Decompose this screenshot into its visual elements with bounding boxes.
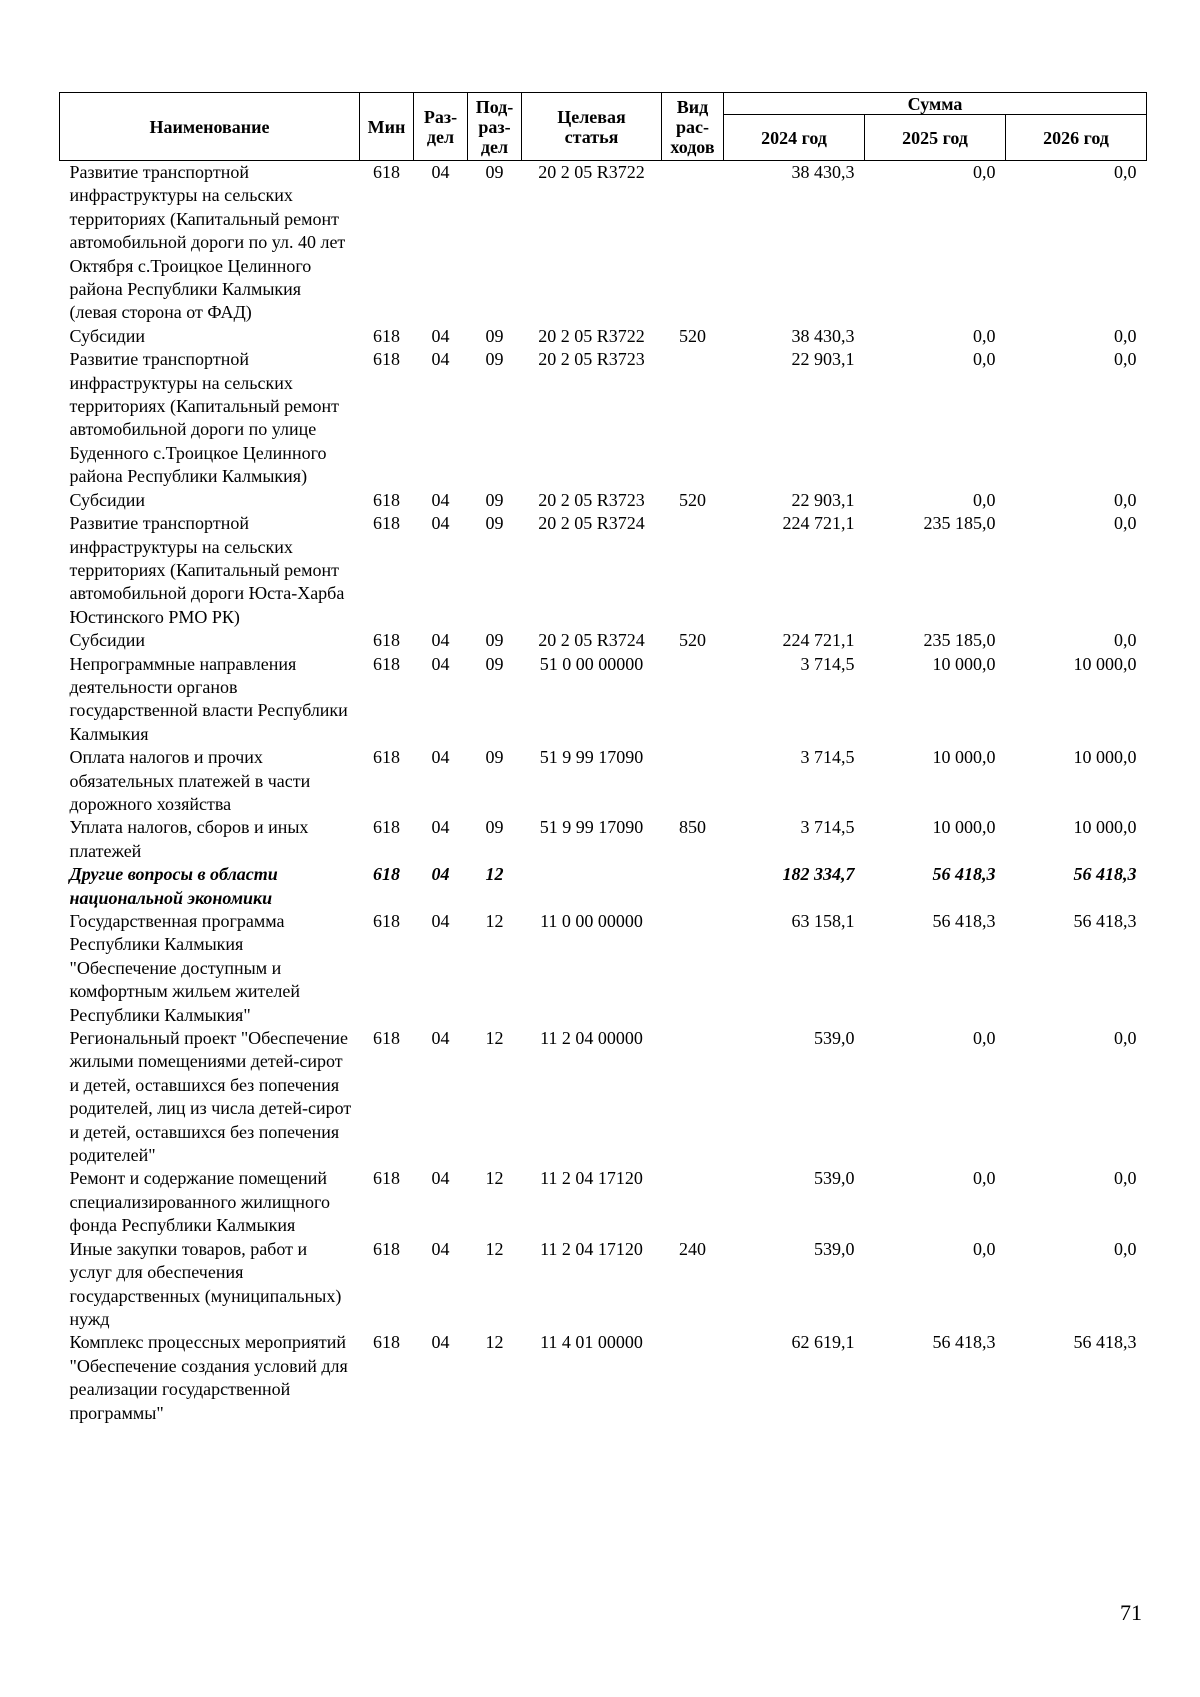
- cell-amount-2025: 10 000,0: [932, 747, 996, 768]
- header-summa: Сумма: [724, 93, 1147, 115]
- cell-vid-rashodov: [662, 746, 724, 816]
- cell-amount-2026: 56 418,3: [1073, 864, 1137, 885]
- cell-razdel: 04: [431, 747, 450, 768]
- cell-min: 618: [373, 162, 400, 182]
- cell-celevaya-statya: 11 2 04 17120: [540, 1238, 643, 1259]
- cell-amount-2024: 3 714,5: [800, 653, 855, 674]
- cell-name: Развитие транспортной инфраструктуры на сельских территориях (Капитальный ремонт автомобильной дороги по улице Буденного с.Троицкое Целинного района Республики Калмыкия): [69, 349, 339, 487]
- cell-razdel: 04: [431, 1168, 450, 1189]
- cell-min: 618: [373, 864, 400, 885]
- cell-celevaya-statya: 20 2 05 R3722: [538, 325, 645, 346]
- cell-vid-rashodov: [662, 653, 724, 747]
- table-row: [60, 816, 1147, 863]
- header-name: Наименование: [60, 93, 360, 161]
- cell-podrazdel: 12: [485, 1332, 504, 1353]
- table-row: [60, 746, 1147, 816]
- cell-razdel: 04: [431, 1028, 450, 1049]
- budget-table: [59, 92, 1147, 1425]
- header-year-2026: 2026 год: [1006, 115, 1147, 161]
- cell-celevaya-statya: 51 9 99 17090: [539, 747, 644, 768]
- cell-min: 618: [373, 747, 400, 768]
- cell-celevaya-statya: 20 2 05 R3723: [538, 489, 645, 510]
- cell-amount-2026: 10 000,0: [1073, 653, 1137, 674]
- cell-razdel: 04: [431, 1238, 450, 1259]
- cell-razdel: 04: [431, 349, 450, 370]
- cell-vid-rashodov: [662, 1027, 724, 1167]
- cell-vid-rashodov: 520: [679, 489, 706, 510]
- cell-amount-2024: 224 721,1: [782, 630, 855, 651]
- cell-amount-2025: 0,0: [973, 1028, 996, 1049]
- cell-name: Оплата налогов и прочих обязательных платежей в части дорожного хозяйства: [69, 747, 311, 814]
- table-row: [60, 1167, 1147, 1237]
- table-row: [60, 325, 1147, 348]
- cell-podrazdel: 09: [485, 162, 504, 182]
- cell-razdel: 04: [431, 911, 450, 931]
- cell-amount-2026: 0,0: [1114, 1238, 1137, 1259]
- cell-name: Региональный проект "Обеспечение жилыми помещениями детей-сирот и детей, оставшихся без попечения родителей, лиц из числа детей-сирот и детей, оставшихся без попечения родителей": [69, 1028, 352, 1166]
- cell-podrazdel: 09: [485, 349, 504, 370]
- cell-razdel: 04: [431, 653, 450, 674]
- cell-name: Ремонт и содержание помещений специализированного жилищного фонда Республики Калмыкия: [69, 1168, 330, 1236]
- cell-podrazdel: 09: [485, 513, 504, 534]
- cell-min: 618: [373, 817, 400, 838]
- cell-name: Комплекс процессных мероприятий "Обеспечение создания условий для реализации государственной программы": [69, 1332, 348, 1423]
- cell-razdel: 04: [431, 162, 450, 182]
- cell-min: 618: [373, 489, 400, 510]
- cell-podrazdel: 09: [485, 489, 504, 510]
- cell-name: Субсидии: [69, 325, 146, 346]
- table-row: [60, 1331, 1147, 1425]
- cell-razdel: 04: [431, 630, 450, 651]
- header-min: Мин: [360, 93, 414, 161]
- cell-podrazdel: 09: [485, 653, 504, 674]
- cell-razdel: 04: [431, 864, 450, 885]
- cell-razdel: 04: [431, 325, 450, 346]
- cell-amount-2024: 539,0: [814, 1028, 855, 1049]
- cell-amount-2024: 539,0: [814, 1168, 855, 1189]
- cell-vid-rashodov: [662, 512, 724, 629]
- cell-amount-2025: 56 418,3: [932, 1332, 996, 1353]
- cell-amount-2026: 0,0: [1114, 1168, 1137, 1189]
- cell-vid-rashodov: [662, 910, 724, 1027]
- cell-amount-2026: 56 418,3: [1073, 911, 1137, 931]
- cell-amount-2026: 0,0: [1114, 162, 1137, 182]
- table-body: [60, 161, 1147, 1425]
- cell-vid-rashodov: [662, 1167, 724, 1237]
- cell-amount-2026: 0,0: [1114, 1028, 1137, 1049]
- cell-amount-2026: 0,0: [1114, 630, 1137, 651]
- cell-amount-2024: 182 334,7: [782, 864, 855, 885]
- cell-amount-2024: 63 158,1: [791, 911, 855, 931]
- cell-celevaya-statya: 11 0 00 00000: [540, 911, 643, 931]
- cell-vid-rashodov: 850: [679, 817, 706, 838]
- cell-celevaya-statya: 11 2 04 17120: [540, 1168, 643, 1189]
- table-row: [60, 161, 1147, 325]
- cell-amount-2025: 0,0: [973, 349, 996, 370]
- table-row: [60, 910, 1147, 1027]
- cell-amount-2026: 10 000,0: [1073, 747, 1137, 768]
- cell-celevaya-statya: 11 4 01 00000: [540, 1332, 643, 1353]
- cell-amount-2025: 10 000,0: [932, 653, 996, 674]
- cell-podrazdel: 09: [485, 817, 504, 838]
- cell-min: 618: [373, 1028, 400, 1049]
- cell-razdel: 04: [431, 513, 450, 534]
- cell-amount-2025: 10 000,0: [932, 817, 996, 838]
- table-row: [60, 863, 1147, 910]
- cell-celevaya-statya: 20 2 05 R3722: [538, 162, 645, 182]
- cell-min: 618: [373, 1238, 400, 1259]
- table-header: [60, 93, 1147, 161]
- cell-vid-rashodov: 520: [679, 325, 706, 346]
- cell-razdel: 04: [431, 489, 450, 510]
- cell-amount-2026: 0,0: [1114, 513, 1137, 534]
- cell-amount-2025: 235 185,0: [923, 513, 996, 534]
- cell-min: 618: [373, 349, 400, 370]
- cell-name: Субсидии: [69, 489, 146, 510]
- cell-name: Другие вопросы в области национальной экономики: [69, 864, 278, 908]
- cell-amount-2024: 38 430,3: [791, 325, 855, 346]
- cell-celevaya-statya: 20 2 05 R3723: [538, 349, 645, 370]
- cell-vid-rashodov: 240: [679, 1238, 706, 1259]
- cell-min: 618: [373, 1168, 400, 1189]
- cell-podrazdel: 12: [485, 911, 504, 931]
- cell-celevaya-statya: [522, 863, 662, 910]
- header-podrazdel: Под- раз- дел: [468, 93, 522, 161]
- cell-amount-2024: 3 714,5: [800, 817, 855, 838]
- cell-amount-2026: 10 000,0: [1073, 817, 1137, 838]
- cell-podrazdel: 12: [485, 864, 504, 885]
- cell-razdel: 04: [431, 817, 450, 838]
- cell-amount-2025: 0,0: [973, 1238, 996, 1259]
- cell-podrazdel: 09: [485, 325, 504, 346]
- cell-celevaya-statya: 20 2 05 R3724: [538, 630, 645, 651]
- cell-podrazdel: 09: [485, 630, 504, 651]
- cell-celevaya-statya: 20 2 05 R3724: [538, 513, 645, 534]
- header-celevaya-statya: Целевая статья: [522, 93, 662, 161]
- cell-name: Развитие транспортной инфраструктуры на сельских территориях (Капитальный ремонт автомобильной дороги Юста-Харба Юстинского РМО РК): [69, 513, 345, 627]
- cell-amount-2026: 56 418,3: [1073, 1332, 1137, 1353]
- cell-name: Иные закупки товаров, работ и услуг для обеспечения государственных (муниципальных) нужд: [69, 1238, 342, 1329]
- cell-min: 618: [373, 1332, 400, 1353]
- cell-amount-2025: 0,0: [973, 162, 996, 182]
- cell-amount-2025: 0,0: [973, 489, 996, 510]
- cell-amount-2024: 38 430,3: [791, 162, 855, 182]
- cell-amount-2024: 539,0: [814, 1238, 855, 1259]
- cell-name: Непрограммные направления деятельности органов государственной власти Республики Калмыкия: [69, 653, 348, 744]
- cell-vid-rashodov: 520: [679, 630, 706, 651]
- cell-min: 618: [373, 911, 400, 931]
- table-row: [60, 489, 1147, 512]
- cell-celevaya-statya: 51 9 99 17090: [539, 817, 644, 838]
- cell-amount-2024: 22 903,1: [791, 349, 855, 370]
- cell-vid-rashodov: [662, 348, 724, 488]
- cell-amount-2024: 62 619,1: [791, 1332, 855, 1353]
- cell-amount-2024: 22 903,1: [791, 489, 855, 510]
- cell-amount-2025: 0,0: [973, 1168, 996, 1189]
- header-razdel: Раз- дел: [414, 93, 468, 161]
- header-vid-rashodov: Вид рас- ходов: [662, 93, 724, 161]
- cell-podrazdel: 12: [485, 1168, 504, 1189]
- cell-vid-rashodov: [662, 863, 724, 910]
- cell-amount-2024: 3 714,5: [800, 747, 855, 768]
- cell-amount-2025: 56 418,3: [932, 911, 996, 931]
- table-row: [60, 1238, 1147, 1332]
- cell-min: 618: [373, 630, 400, 651]
- table-row: [60, 512, 1147, 629]
- cell-vid-rashodov: [662, 161, 724, 325]
- cell-min: 618: [373, 513, 400, 534]
- cell-name: Уплата налогов, сборов и иных платежей: [69, 817, 309, 861]
- page-number: 71: [1120, 1600, 1142, 1625]
- cell-name: Субсидии: [69, 630, 146, 651]
- cell-celevaya-statya: 51 0 00 00000: [539, 653, 644, 674]
- cell-amount-2025: 0,0: [973, 325, 996, 346]
- cell-amount-2024: 224 721,1: [782, 513, 855, 534]
- table-row: [60, 653, 1147, 747]
- cell-amount-2025: 235 185,0: [923, 630, 996, 651]
- table-row: [60, 629, 1147, 652]
- cell-podrazdel: 12: [485, 1028, 504, 1049]
- cell-min: 618: [373, 653, 400, 674]
- header-year-2024: 2024 год: [724, 115, 865, 161]
- cell-amount-2026: 0,0: [1114, 349, 1137, 370]
- cell-name: Развитие транспортной инфраструктуры на сельских территориях (Капитальный ремонт автомобильной дороги по ул. 40 лет Октября с.Троицкое Целинного района Республики Калмыкия (левая сторона от ФАД): [69, 162, 346, 323]
- cell-vid-rashodov: [662, 1331, 724, 1425]
- cell-amount-2026: 0,0: [1114, 489, 1137, 510]
- cell-amount-2026: 0,0: [1114, 325, 1137, 346]
- header-year-2025: 2025 год: [865, 115, 1006, 161]
- cell-celevaya-statya: 11 2 04 00000: [540, 1028, 643, 1049]
- cell-name: Государственная программа Республики Калмыкия "Обеспечение доступным и комфортным жильем жителей Республики Калмыкия": [69, 911, 300, 1025]
- cell-razdel: 04: [431, 1332, 450, 1353]
- cell-podrazdel: 09: [485, 747, 504, 768]
- cell-amount-2025: 56 418,3: [932, 864, 996, 885]
- cell-podrazdel: 12: [485, 1238, 504, 1259]
- table-row: [60, 348, 1147, 488]
- table-row: [60, 1027, 1147, 1167]
- cell-min: 618: [373, 325, 400, 346]
